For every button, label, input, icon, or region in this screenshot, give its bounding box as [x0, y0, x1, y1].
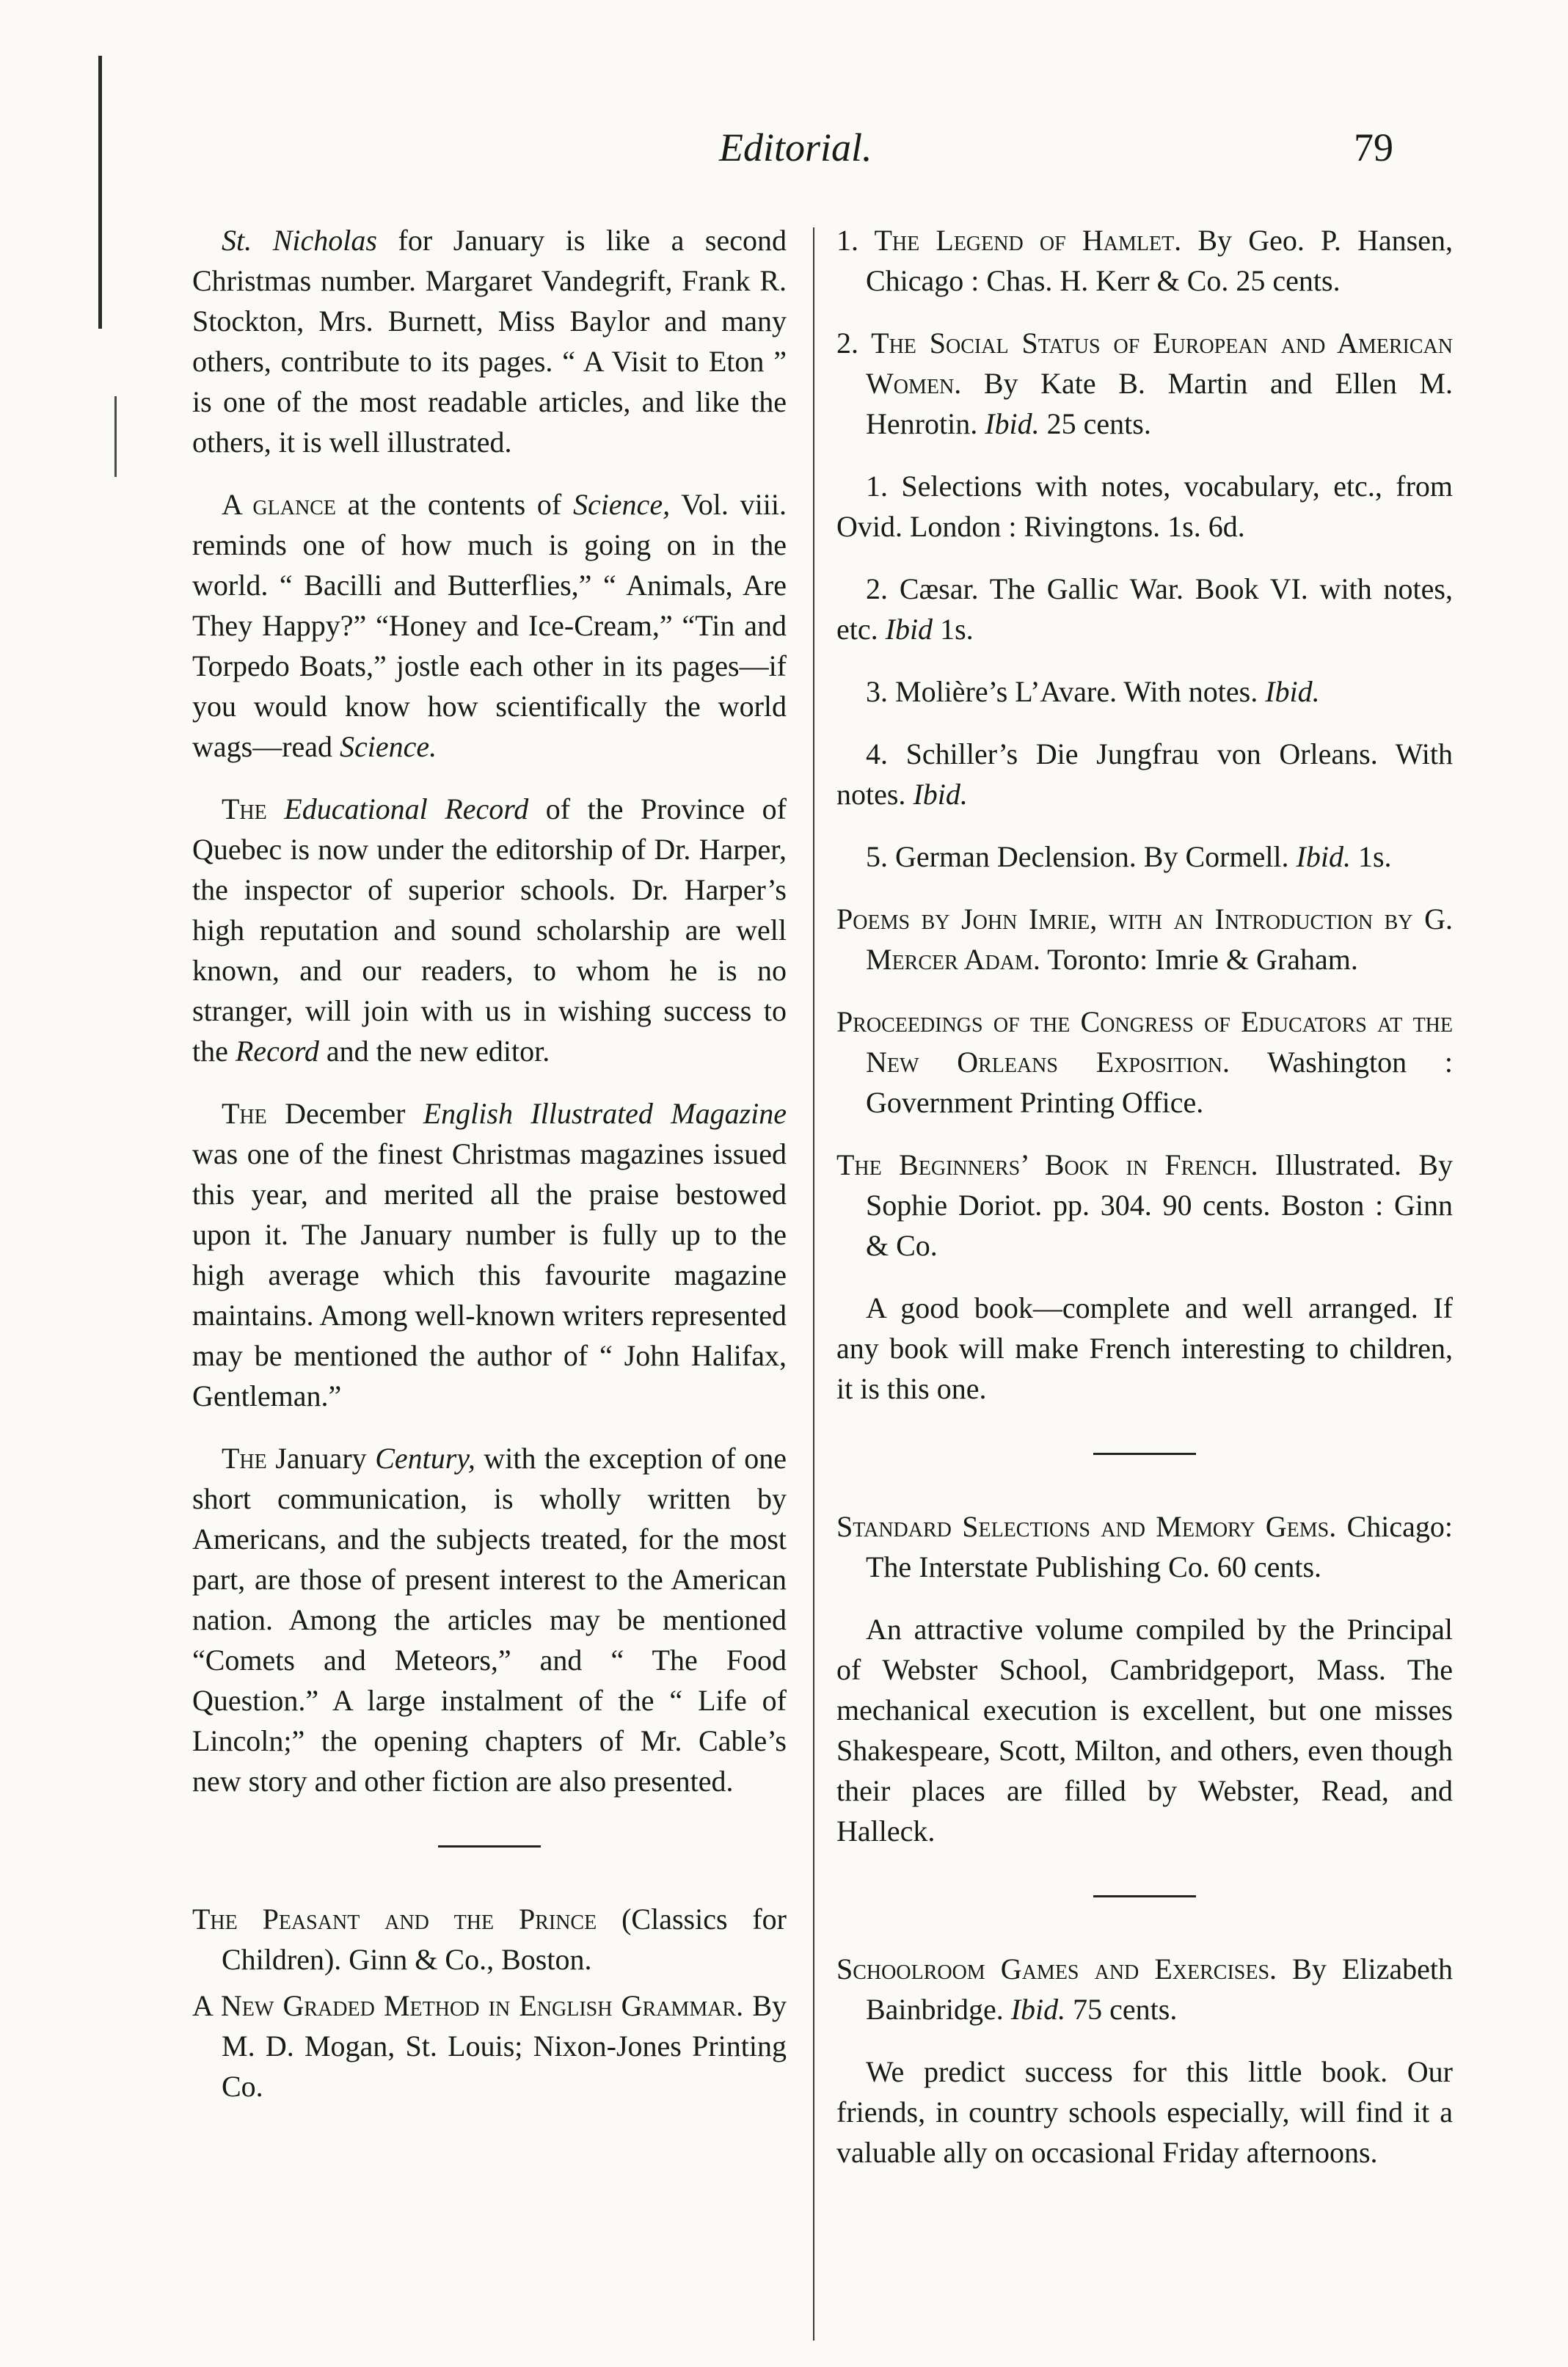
review-schoolroom-games: We predict success for this little book. Our friends, in country schools especially, will find it a valuable ally on occasional Friday afternoons.: [836, 2055, 1453, 2169]
entry-social-status: 2. The Social Status of European and American Women. By Kate B. Martin and Ellen M. Henrotin. Ibid. 25 cents.: [836, 327, 1453, 440]
paragraph-century: The January Century, with the exception of one short communication, is wholly written by Americans, and the subjects treated, for the most part, are those of present interest to the American nation. Among the articles may be mentioned “Comets and Meteors,” and “ The Food Question.” A large instalment of the “ Life of Lincoln;” the opening chapters of Mr. Cable’s new story and other fiction are also presented.: [192, 1442, 787, 1798]
section-rule: [1093, 1453, 1196, 1455]
entry-beginners-book: The Beginners’ Book in French. Illustrated. By Sophie Doriot. pp. 304. 90 cents. Boston : Ginn & Co.: [836, 1148, 1453, 1262]
paragraph-science: A glance at the contents of Science, Vol. viii. reminds one of how much is going on in the world. “ Bacilli and Butterflies,” “ Animals, Are They Happy?” “Honey and Ice-Cream,” “Tin and Torpedo Boats,” jostle each other in its pages—if you would know how scientifically the world wags—read Science.: [192, 488, 787, 763]
review-beginners-book: A good book—complete and well arranged. If any book will make French interesting to children, it is this one.: [836, 1291, 1453, 1405]
entry-german-declension: 5. German Declension. By Cormell. Ibid. 1s.: [866, 840, 1392, 873]
paragraph-educational-record: The Educational Record of the Province of Quebec is now under the editorship of Dr. Harper, the inspector of superior schools. Dr. Harper’s high reputation and sound scholarship are well known, and our readers, to whom he is no stranger, will join with us in wishing success to the Record and the new editor.: [192, 792, 787, 1068]
entry-proceedings: Proceedings of the Congress of Educators at the New Orleans Exposition. Washington : Government Printing Office.: [836, 1005, 1453, 1119]
column-divider: [813, 227, 814, 2341]
section-rule: [438, 1845, 541, 1848]
scan-margin-bar: [98, 56, 102, 329]
review-standard-selections: An attractive volume compiled by the Principal of Webster School, Cambridgeport, Mass. The mechanical execution is excellent, but one misses Shakespeare, Scott, Milton, and others, even though their places are filled by Webster, Read, and Halleck.: [836, 1613, 1453, 1848]
left-column: [192, 220, 787, 2129]
entry-standard-selections: Standard Selections and Memory Gems. Chicago: The Interstate Publishing Co. 60 cents.: [836, 1510, 1453, 1583]
running-header-title: Editorial.: [719, 125, 872, 169]
entry-graded-method: A New Graded Method in English Grammar. By M. D. Mogan, St. Louis; Nixon-Jones Printing Co.: [192, 1989, 787, 2103]
entry-ovid: 1. Selections with notes, vocabulary, etc., from Ovid. London : Rivingtons. 1s. 6d.: [836, 470, 1453, 543]
entry-schiller: 4. Schiller’s Die Jungfrau von Orleans. With notes. Ibid.: [836, 737, 1453, 811]
scan-margin-mark: [114, 396, 117, 477]
entry-moliere: 3. Molière’s L’Avare. With notes. Ibid.: [866, 675, 1320, 708]
section-rule: [1093, 1895, 1196, 1897]
entry-legend-of-hamlet: 1. The Legend of Hamlet. By Geo. P. Hansen, Chicago : Chas. H. Kerr & Co. 25 cents.: [836, 224, 1453, 297]
paragraph-st-nicholas: St. Nicholas for January is like a second Christmas number. Margaret Vandegrift, Frank R. Stockton, Mrs. Burnett, Miss Baylor and many others, contribute to its pages. “ A Visit to Eton ” is one of the most readable articles, and like the others, it is well illustrated.: [192, 224, 787, 459]
entry-schoolroom-games: Schoolroom Games and Exercises. By Elizabeth Bainbridge. Ibid. 75 cents.: [836, 1952, 1453, 2026]
entry-poems-imrie: Poems by John Imrie, with an Introduction by G. Mercer Adam. Toronto: Imrie & Graham.: [836, 902, 1453, 976]
right-column: [836, 220, 1453, 2195]
page-number: 79: [1354, 125, 1393, 169]
paragraph-english-illustrated: The December English Illustrated Magazine was one of the finest Christmas magazines issued this year, and merited all the praise bestowed upon it. The January number is fully up to the high average which this favourite magazine maintains. Among well-known writers represented may be mentioned the author of “ John Halifax, Gentleman.”: [192, 1097, 787, 1412]
entry-caesar: 2. Cæsar. The Gallic War. Book VI. with notes, etc. Ibid 1s.: [836, 572, 1453, 646]
entry-peasant-and-prince: The Peasant and the Prince (Classics for Children). Ginn & Co., Boston.: [192, 1903, 787, 1976]
